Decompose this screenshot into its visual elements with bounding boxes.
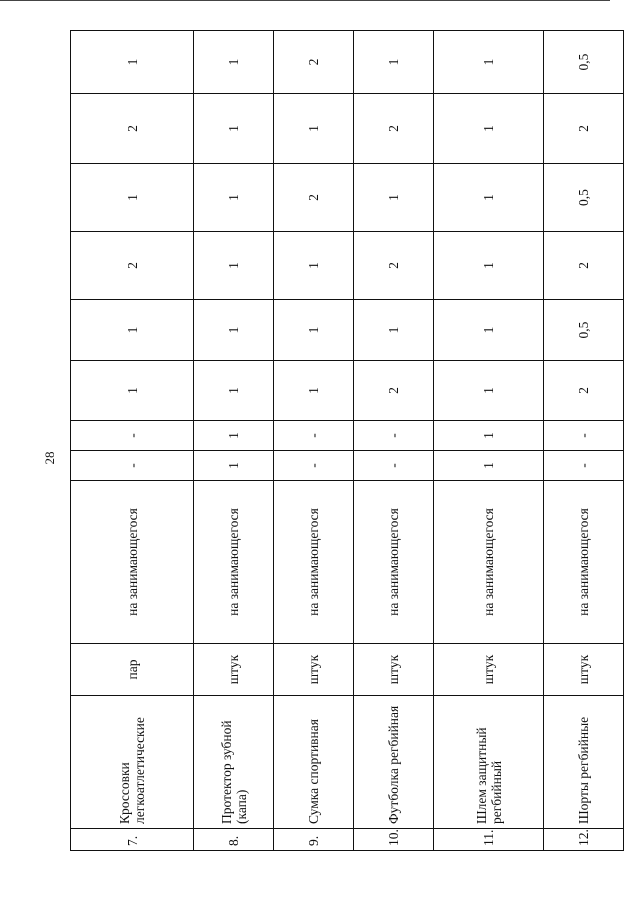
row-number: 12.: [544, 829, 624, 851]
quantity-cell: 0,5: [544, 300, 624, 361]
quantity-cell: 1: [194, 451, 274, 481]
quantity-cell: -: [354, 451, 434, 481]
quantity-cell: 2: [354, 361, 434, 421]
scan-edge-line: [0, 0, 610, 1]
row-number: 10.: [354, 829, 434, 851]
basis-cell: на занимающегося: [544, 481, 624, 644]
item-name: Шорты регбийные: [544, 696, 624, 829]
table-row: [274, 31, 354, 851]
quantity-cell: 1: [194, 232, 274, 300]
quantity-cell: 1: [194, 300, 274, 361]
quantity-cell: 1: [434, 164, 544, 232]
item-name: Сумка спортивная: [274, 696, 354, 829]
unit-cell: штук: [194, 644, 274, 696]
quantity-cell: 1: [434, 421, 544, 451]
basis-cell: на занимающегося: [71, 481, 194, 644]
row-number: 7.: [71, 829, 194, 851]
quantity-cell: 1: [71, 164, 194, 232]
quantity-cell: 2: [71, 232, 194, 300]
table-row: [354, 31, 434, 851]
quantity-cell: 1: [194, 164, 274, 232]
table-row: [194, 31, 274, 851]
quantity-cell: 1: [194, 31, 274, 94]
quantity-cell: 1: [194, 361, 274, 421]
unit-cell: штук: [354, 644, 434, 696]
item-name: Кроссовки легкоатлетические: [71, 696, 194, 829]
quantity-cell: -: [354, 421, 434, 451]
quantity-cell: 1: [354, 31, 434, 94]
quantity-cell: 1: [274, 232, 354, 300]
table-row: [434, 31, 544, 851]
quantity-cell: -: [544, 451, 624, 481]
basis-cell: на занимающегося: [354, 481, 434, 644]
quantity-cell: 0,5: [544, 31, 624, 94]
quantity-cell: 2: [354, 232, 434, 300]
quantity-cell: 2: [544, 361, 624, 421]
quantity-cell: -: [274, 421, 354, 451]
quantity-cell: -: [71, 451, 194, 481]
quantity-cell: 1: [71, 361, 194, 421]
quantity-cell: 1: [434, 232, 544, 300]
quantity-cell: 1: [274, 94, 354, 164]
unit-cell: штук: [274, 644, 354, 696]
quantity-cell: -: [274, 451, 354, 481]
quantity-cell: 2: [544, 94, 624, 164]
quantity-cell: 1: [71, 300, 194, 361]
quantity-cell: 1: [434, 31, 544, 94]
quantity-cell: 2: [274, 31, 354, 94]
page-number: 28: [42, 451, 57, 465]
quantity-cell: 1: [194, 421, 274, 451]
row-number: 9.: [274, 829, 354, 851]
quantity-cell: -: [71, 421, 194, 451]
basis-cell: на занимающегося: [194, 481, 274, 644]
quantity-cell: 1: [434, 300, 544, 361]
quantity-cell: 2: [71, 94, 194, 164]
quantity-cell: 1: [434, 451, 544, 481]
quantity-cell: 1: [71, 31, 194, 94]
quantity-cell: 1: [434, 361, 544, 421]
basis-cell: на занимающегося: [274, 481, 354, 644]
unit-cell: пар: [71, 644, 194, 696]
table-row: [544, 31, 624, 851]
table-row: [71, 31, 194, 851]
basis-cell: на занимающегося: [434, 481, 544, 644]
quantity-cell: 0,5: [544, 164, 624, 232]
item-name: Протектор зубной (капа): [194, 696, 274, 829]
quantity-cell: 2: [544, 232, 624, 300]
item-name: Шлем защитный регбийный: [434, 696, 544, 829]
quantity-cell: 1: [354, 300, 434, 361]
quantity-cell: 1: [434, 94, 544, 164]
row-number: 11.: [434, 829, 544, 851]
rotated-table-container: [70, 31, 623, 851]
quantity-cell: 1: [274, 361, 354, 421]
unit-cell: штук: [544, 644, 624, 696]
quantity-cell: 1: [354, 164, 434, 232]
item-name: Футболка регбийная: [354, 696, 434, 829]
equipment-table: [70, 30, 624, 851]
row-number: 8.: [194, 829, 274, 851]
quantity-cell: 1: [194, 94, 274, 164]
quantity-cell: 2: [354, 94, 434, 164]
unit-cell: штук: [434, 644, 544, 696]
quantity-cell: -: [544, 421, 624, 451]
quantity-cell: 1: [274, 300, 354, 361]
quantity-cell: 2: [274, 164, 354, 232]
